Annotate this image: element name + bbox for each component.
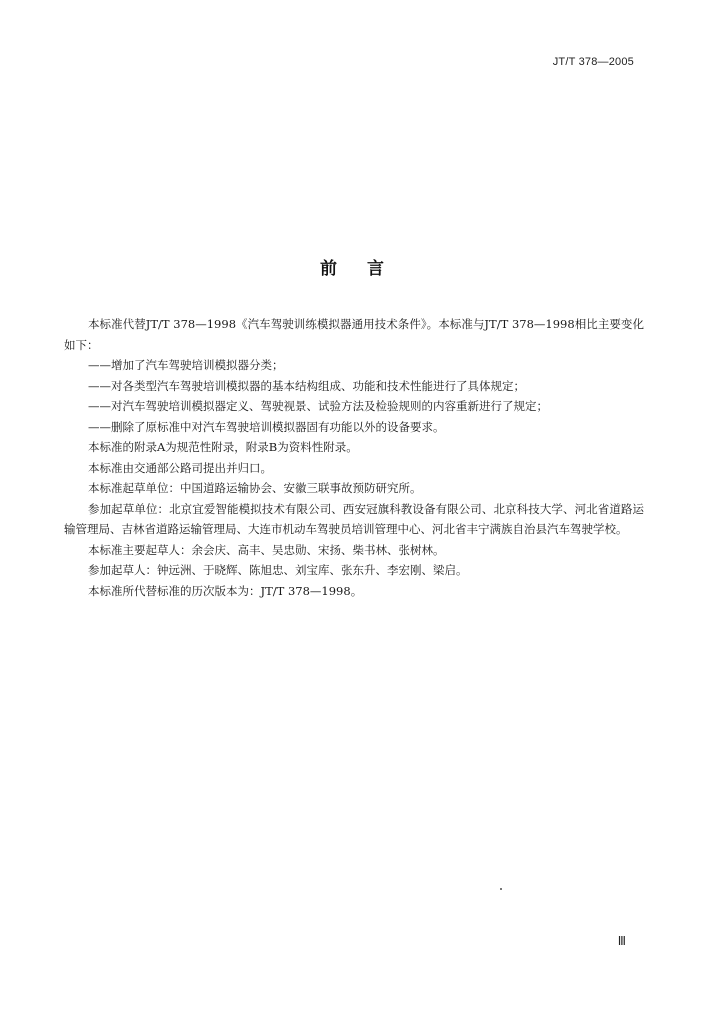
change-item-3: ——对汽车驾驶培训模拟器定义、驾驶视景、试验方法及检验规则的内容重新进行了规定； xyxy=(88,399,548,413)
foreword-body xyxy=(64,314,644,601)
paragraph-previous-editions: 本标准所代替标准的历次版本为：JT/T 378—1998。 xyxy=(88,583,363,598)
scan-speck xyxy=(500,888,502,890)
change-item-1: ——增加了汽车驾驶培训模拟器分类； xyxy=(88,358,284,372)
paragraph-participating-units: 参加起草单位：北京宜爱智能模拟技术有限公司、西安冠旗科教设备有限公司、北京科技大学、河北省道路运输管理局、吉林省道路运输管理局、大连市机动车驾驶员培训管理中心、河北省丰宁满族自治县汽车驾驶学校。 xyxy=(64,501,644,536)
paragraph-proposer: 本标准由交通部公路司提出并归口。 xyxy=(88,460,272,475)
change-item-4: ——删除了原标准中对汽车驾驶培训模拟器固有功能以外的设备要求。 xyxy=(88,419,445,434)
page-title: 前言 xyxy=(320,259,414,279)
page-number: Ⅲ xyxy=(617,934,626,948)
paragraph-appendix: 本标准的附录A为规范性附录，附录B为资料性附录。 xyxy=(88,440,358,454)
paragraph-participating-drafters: 参加起草人：钟远洲、于晓辉、陈旭忠、刘宝库、张东升、李宏刚、梁启。 xyxy=(88,563,468,577)
paragraph-main-drafters: 本标准主要起草人：余会庆、高丰、吴忠勋、宋扬、柴书林、张树林。 xyxy=(88,542,445,557)
standard-code: JT/T 378—2005 xyxy=(552,56,634,68)
paragraph-replacement-note: 本标准代替JT/T 378—1998《汽车驾驶训练模拟器通用技术条件》。本标准与JT/T 378—1998相比主要变化如下： xyxy=(64,317,644,352)
change-item-2: ——对各类型汽车驾驶培训模拟器的基本结构组成、功能和技术性能进行了具体规定； xyxy=(88,378,525,393)
paragraph-drafting-unit: 本标准起草单位：中国道路运输协会、安徽三联事故预防研究所。 xyxy=(88,481,422,495)
